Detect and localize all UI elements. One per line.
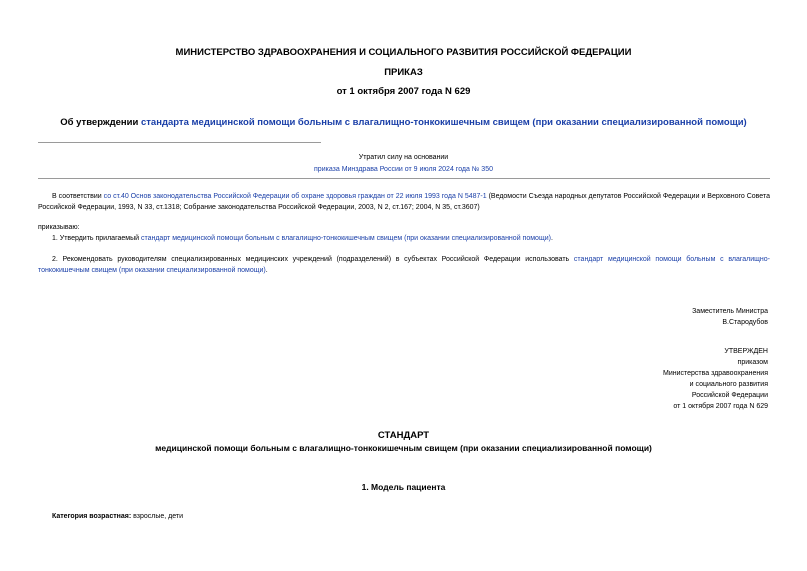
section-1-heading: 1. Модель пациента xyxy=(361,482,446,492)
approval-line-5: Российской Федерации xyxy=(691,392,768,399)
status-rule-bottom xyxy=(38,178,770,179)
doc-type: ПРИКАЗ xyxy=(384,67,423,78)
status-link[interactable]: приказа Минздрава России от 9 июля 2024 года № 350 xyxy=(314,166,493,173)
order-word: приказываю: xyxy=(38,224,80,231)
order-item-2 xyxy=(38,254,770,276)
approval-line-3: Министерства здравоохранения xyxy=(663,370,768,377)
ministry-heading: МИНИСТЕРСТВО ЗДРАВООХРАНЕНИЯ И СОЦИАЛЬНОГО РАЗВИТИЯ РОССИЙСКОЙ ФЕДЕРАЦИИ xyxy=(175,47,632,58)
approval-line-2: приказом xyxy=(737,359,768,366)
doc-title-prefix: Об утверждении xyxy=(60,117,141,128)
age-category-value: взрослые, дети xyxy=(131,513,184,520)
preamble-suffix: (Ведомости Съезда народных депутатов Российской Федерации и Верховного Совета Российской Федерации, 1993, N 33, ст.1318; Собрание законодательства Российской Федерации, 2003, N 2, ст.167; 2004, N 35, ст.3607) xyxy=(38,193,770,211)
status-line: Утратил силу на основании xyxy=(358,154,449,161)
age-category xyxy=(52,511,752,522)
order-item-1-suffix: . xyxy=(550,235,553,242)
order-item-2-link[interactable]: стандарт медицинской помощи больным с влагалищно-тонкокишечным свищем (при оказании специализированной помощи) xyxy=(38,256,770,274)
order-item-1-link[interactable]: стандарт медицинской помощи больным с влагалищно-тонкокишечным свищем (при оказании специализированной помощи) xyxy=(140,235,551,242)
order-item-2-prefix: 2. Рекомендовать руководителям специализированных медицинских учреждений (подразделений) в субъектах Российской Федерации использовать xyxy=(52,256,574,263)
signature-name: В.Стародубов xyxy=(722,319,768,326)
age-category-label: Категория возрастная: xyxy=(52,513,132,520)
approval-line-1: УТВЕРЖДЕН xyxy=(724,348,768,355)
signature-block xyxy=(560,306,768,328)
order-item-1-prefix: 1. Утвердить прилагаемый xyxy=(52,235,141,242)
approval-block xyxy=(560,346,768,412)
approval-line-4: и социального развития xyxy=(689,381,768,388)
doc-title-link[interactable]: стандарта медицинской помощи больным с влагалищно-тонкокишечным свищем (при оказании специализированной помощи) xyxy=(140,117,747,128)
doc-date-number: от 1 октября 2007 года N 629 xyxy=(336,86,471,97)
preamble-paragraph xyxy=(38,191,770,213)
standard-title: СТАНДАРТ xyxy=(377,430,430,441)
preamble-prefix: В соответствии xyxy=(52,193,104,200)
preamble-law-link[interactable]: со ст.40 Основ законодательства Российской Федерации об охране здоровья граждан от 22 июля 1993 года N 5487-1 xyxy=(103,193,487,200)
status-rule-top xyxy=(38,142,321,143)
doc-title xyxy=(0,116,807,129)
signature-position: Заместитель Министра xyxy=(692,308,768,315)
approval-line-6: от 1 октября 2007 года N 629 xyxy=(673,403,768,410)
standard-subtitle: медицинской помощи больным с влагалищно-тонкокишечным свищем (при оказании специализированной помощи) xyxy=(155,443,652,453)
order-item-2-suffix: . xyxy=(265,267,268,274)
order-item-1 xyxy=(38,233,770,244)
